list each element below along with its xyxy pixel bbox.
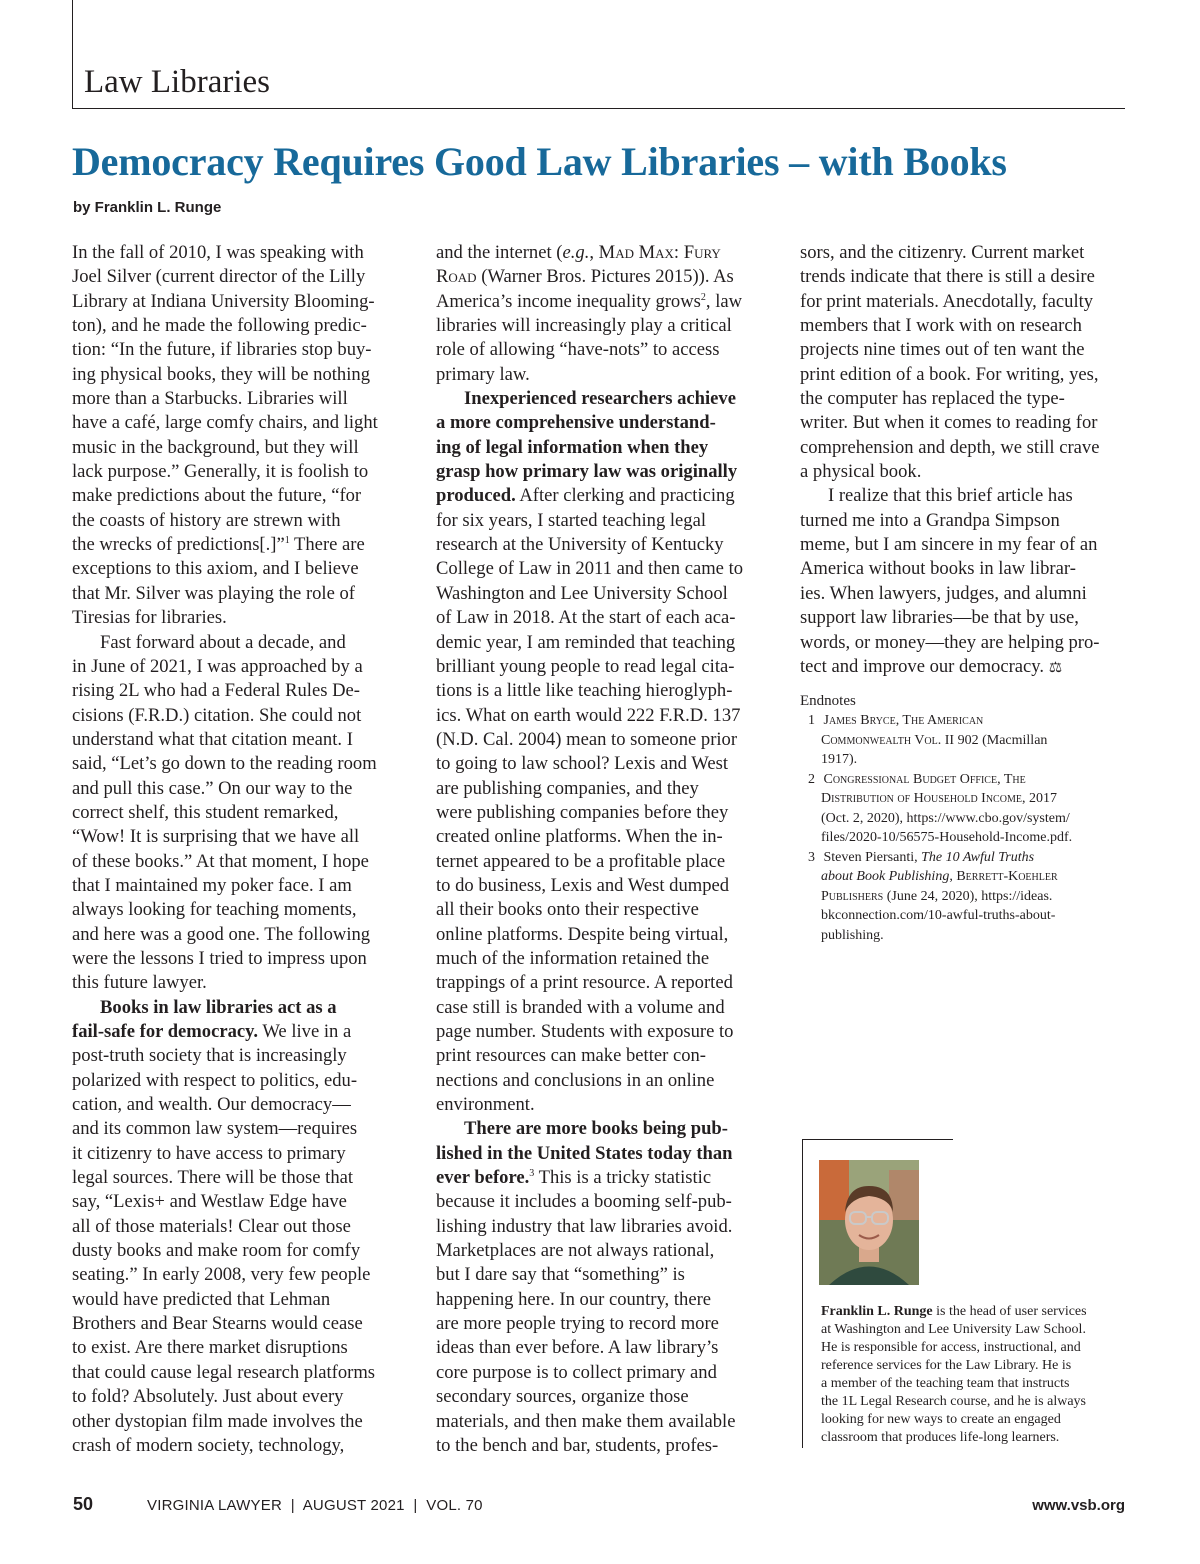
text-line: turned me into a Grandpa Simpson — [800, 509, 1060, 531]
text-line: and here was a good one. The following — [72, 923, 371, 945]
text-line: ton), and he made the following predic- — [72, 315, 367, 337]
text-line: “Wow! It is surprising that we have all — [72, 826, 360, 848]
text-line: tion: “In the future, if libraries stop buy- — [72, 339, 372, 361]
text-line: trends indicate that there is still a desire — [800, 266, 1095, 288]
text-line — [436, 460, 766, 484]
italic-span: The 10 Awful Truths — [921, 849, 1035, 865]
footnote-ref-2: 2 — [700, 291, 706, 303]
text-span: This is a tricky statistic — [534, 1167, 712, 1189]
column-3 — [800, 241, 1128, 945]
text-span: is the head of user services — [932, 1304, 1087, 1319]
text-line: Joel Silver (current director of the Lilly — [72, 266, 366, 288]
text-line: that I maintained my poker face. I am — [72, 874, 352, 896]
header-vertical-rule — [72, 0, 73, 108]
lead-in-heading: Inexperienced researchers achieve — [464, 388, 736, 410]
text-line: tions is a little like teaching hieroglyph- — [436, 680, 733, 702]
text-span: America’s income inequality grows — [436, 290, 701, 312]
bio-author-name: Franklin L. Runge — [821, 1304, 933, 1319]
text-line: have a café, large comfy chairs, and light — [72, 412, 378, 434]
text-line: for print materials. Anecdotally, faculty — [800, 290, 1094, 312]
text-line: brilliant young people to read legal cita- — [436, 655, 735, 677]
text-span: and the internet ( — [436, 242, 563, 263]
bio-line: He is responsible for access, instructional, and — [821, 1340, 1081, 1355]
text-line: America without books in law librar- — [800, 558, 1076, 580]
text-line: understand what that citation meant. I — [72, 728, 353, 750]
text-span: After clerking and practicing — [515, 485, 735, 507]
text-line: support law libraries—be that by use, — [800, 607, 1079, 629]
text-line: for six years, I started teaching legal — [436, 509, 707, 531]
text-line: Tiresias for libraries. — [72, 607, 227, 629]
text-line: much of the information retained the — [436, 947, 710, 969]
endnote-3-cont: publishing. — [821, 927, 884, 943]
bio-line: at Washington and Lee University Law School. — [821, 1322, 1086, 1337]
text-line: seating.” In early 2008, very few people — [72, 1264, 371, 1286]
text-line: nections and conclusions in an online — [436, 1069, 715, 1091]
text-line: dusty books and make room for comfy — [72, 1240, 361, 1262]
lead-in-heading: lished in the United States today than — [436, 1142, 733, 1164]
text-line: comprehension and depth, we still crave — [800, 436, 1100, 458]
text-line: ideas than ever before. A law library’s — [436, 1337, 719, 1359]
text-line: secondary sources, organize those — [436, 1386, 689, 1408]
text-line: exceptions to this axiom, and I believe — [72, 558, 359, 580]
text-line: are more people trying to record more — [436, 1313, 719, 1335]
text-line: to fold? Absolutely. Just about every — [72, 1386, 344, 1408]
endnote-2-cont: (Oct. 2, 2020), https://www.cbo.gov/system/ — [821, 810, 1070, 826]
text-line: print resources can make better con- — [436, 1045, 706, 1067]
text-line — [436, 1142, 766, 1166]
text-span: , — [589, 242, 599, 263]
text-span: Fast forward about a decade, and — [100, 631, 346, 653]
text-line: a physical book. — [800, 461, 922, 483]
text-line: in June of 2021, I was approached by a — [72, 655, 363, 677]
text-line: said, “Let’s go down to the reading room — [72, 753, 377, 775]
website-link[interactable]: www.vsb.org — [1032, 1497, 1125, 1514]
text-line: writer. But when it comes to reading for — [800, 412, 1098, 434]
lead-in-heading: fail-safe for democracy. — [72, 1021, 259, 1042]
bio-line: the 1L Legal Research course, and he is always — [821, 1394, 1086, 1409]
text-span: (June 24, 2020), https://ideas. — [883, 888, 1053, 904]
bio-line: looking for new ways to create an engaged — [821, 1412, 1061, 1427]
text-line — [72, 631, 408, 655]
scales-icon: ⚖ — [1048, 657, 1063, 676]
text-span: Congressional Budget Office, The — [823, 771, 1026, 787]
italic-span: about Book Publishing — [821, 869, 950, 885]
text-line: other dystopian film made involves the — [72, 1410, 363, 1432]
text-line: to do business, Lexis and West dumped — [436, 874, 730, 896]
text-span: Steven Piersanti, — [823, 849, 922, 865]
endnote-1-cont: 1917). — [821, 752, 858, 768]
byline: by Franklin L. Runge — [73, 199, 222, 216]
footnote-ref-1: 1 — [284, 534, 290, 546]
text-line: case still is branded with a volume and — [436, 996, 725, 1018]
text-line: Washington and Lee University School — [436, 582, 728, 604]
bio-line: classroom that produces life-long learners. — [821, 1430, 1060, 1445]
lead-in-heading: Books in law libraries act as a — [100, 996, 337, 1018]
text-line — [436, 265, 766, 289]
text-line — [436, 436, 766, 460]
text-line: that could cause legal research platforms — [72, 1361, 376, 1383]
text-line: to the bench and bar, students, profes- — [436, 1434, 719, 1456]
lead-in-heading: ing of legal information when they — [436, 436, 709, 458]
lead-in-heading: ever before. — [436, 1167, 530, 1189]
text-line — [436, 484, 766, 508]
text-line: role of allowing “have-nots” to access — [436, 339, 720, 361]
text-line: would have predicted that Lehman — [72, 1288, 331, 1310]
text-line: always looking for teaching moments, — [72, 899, 357, 921]
page-number: 50 — [73, 1494, 94, 1514]
text-line: cation, and wealth. Our democracy— — [72, 1094, 351, 1116]
text-line: projects nine times out of ten want the — [800, 339, 1085, 361]
text-line: cisions (F.R.D.) citation. She could not — [72, 704, 362, 726]
text-line: happening here. In our country, there — [436, 1288, 712, 1310]
text-line: research at the University of Kentucky — [436, 534, 724, 556]
text-line: all their books onto their respective — [436, 899, 699, 921]
text-line: say, “Lexis+ and Westlaw Edge have — [72, 1191, 347, 1213]
text-line — [436, 411, 766, 435]
endnote-number: 3 — [808, 849, 815, 865]
text-line: crash of modern society, technology, — [72, 1434, 345, 1456]
text-line: lack purpose.” Generally, it is foolish to — [72, 461, 369, 483]
text-line: environment. — [436, 1094, 535, 1116]
author-portrait-illustration — [819, 1160, 919, 1285]
text-line: ics. What on earth would 222 F.R.D. 137 — [436, 704, 741, 726]
text-span: Berrett-Koehler — [956, 869, 1058, 885]
text-line: primary law. — [436, 363, 530, 385]
bio-horizontal-rule — [802, 1139, 953, 1140]
column-2 — [436, 241, 766, 1458]
text-span: I realize that this brief article has — [828, 485, 1073, 507]
text-line: online platforms. Despite being virtual, — [436, 923, 729, 945]
text-line — [72, 533, 408, 557]
text-line: and its common law system—requires — [72, 1118, 358, 1140]
text-line — [436, 387, 766, 411]
text-line — [436, 1166, 766, 1190]
text-line: sors, and the citizenry. Current market — [800, 242, 1085, 263]
text-line: rising 2L who had a Federal Rules De- — [72, 680, 360, 702]
text-line: Marketplaces are not always rational, — [436, 1240, 715, 1262]
text-line: because it includes a booming self-pub- — [436, 1191, 732, 1213]
lead-in-heading: There are more books being pub- — [464, 1118, 728, 1140]
text-line: Library at Indiana University Blooming- — [72, 290, 375, 312]
text-span: (Warner Bros. Pictures 2015)). As — [476, 266, 734, 288]
text-span: There are — [289, 534, 365, 556]
lead-in-heading: grasp how primary law was originally — [436, 461, 738, 483]
text-line: members that I work with on research — [800, 315, 1082, 337]
text-span: , law — [705, 290, 743, 312]
bio-line — [821, 1303, 1126, 1321]
text-line: print edition of a book. For writing, yes, — [800, 363, 1099, 385]
author-photo — [819, 1160, 919, 1285]
text-line: lishing industry that law libraries avoid. — [436, 1215, 733, 1237]
footnote-ref-3: 3 — [529, 1167, 535, 1179]
endnote-1-cont — [800, 731, 1128, 751]
text-line: core purpose is to collect primary and — [436, 1361, 717, 1383]
bio-vertical-rule — [802, 1139, 803, 1448]
text-line: Brothers and Bear Stearns would cease — [72, 1313, 363, 1335]
endnotes — [800, 692, 1128, 945]
text-line: of Law in 2018. At the start of each aca- — [436, 607, 736, 629]
text-span: tect and improve our democracy. — [800, 655, 1045, 677]
text-line — [800, 655, 1128, 679]
text-line: libraries will increasingly play a critical — [436, 315, 732, 337]
text-line: to going to law school? Lexis and West — [436, 753, 728, 775]
text-span: , — [949, 869, 957, 885]
text-line: correct shelf, this student remarked, — [72, 801, 339, 823]
text-line — [436, 290, 766, 314]
text-line: the coasts of history are strewn with — [72, 509, 341, 531]
film-title: Road — [436, 266, 477, 288]
text-line: materials, and then make them available — [436, 1410, 736, 1432]
text-line: legal sources. There will be those that — [72, 1167, 354, 1189]
text-line: ternet appeared to be a profitable place — [436, 850, 726, 872]
endnotes-title: Endnotes — [800, 693, 856, 710]
header-horizontal-rule — [72, 108, 1125, 109]
lead-in-heading: produced. — [436, 485, 516, 507]
text-line: (N.D. Cal. 2004) mean to someone prior — [436, 728, 738, 750]
text-span: Publishers — [821, 888, 884, 904]
text-span: the wrecks of predictions[.]” — [72, 534, 285, 556]
text-span: 902 (Macmillan — [954, 732, 1048, 748]
text-line: demic year, I am reminded that teaching — [436, 631, 736, 653]
endnote-2-cont: Distribution of Household Income, 2017 — [821, 791, 1057, 807]
text-span: We live in a — [258, 1021, 352, 1042]
text-line: and pull this case.” On our way to the — [72, 777, 353, 799]
text-line: meme, but I am sincere in my fear of an — [800, 534, 1098, 556]
endnote-3-cont: bkconnection.com/10-awful-truths-about- — [821, 908, 1056, 924]
italic-span: e.g. — [562, 242, 590, 263]
endnote-1 — [800, 711, 1128, 731]
text-line: post-truth society that is increasingly — [72, 1045, 347, 1067]
text-line: this future lawyer. — [72, 972, 207, 994]
text-line: it citizenry to have access to primary — [72, 1142, 346, 1164]
endnote-number: 2 — [808, 771, 815, 787]
lead-in-heading: a more comprehensive understand- — [436, 412, 716, 434]
text-line — [436, 241, 766, 265]
article-title: Democracy Requires Good Law Libraries – with Books — [72, 139, 1007, 184]
text-line: ing physical books, they will be nothing — [72, 363, 370, 385]
text-line: the computer has replaced the type- — [800, 388, 1065, 410]
text-line: music in the background, but they will — [72, 436, 359, 458]
text-line: more than a Starbucks. Libraries will — [72, 388, 348, 410]
text-line: College of Law in 2011 and then came to — [436, 558, 744, 580]
endnote-3 — [800, 848, 1128, 868]
text-line: trappings of a print resource. A reported — [436, 972, 733, 994]
text-line: were the lessons I tried to impress upon — [72, 947, 367, 969]
author-bio — [821, 1303, 1126, 1447]
text-line: words, or money—they are helping pro- — [800, 631, 1100, 653]
film-title: Mad Max: Fury — [598, 242, 721, 263]
text-line: In the fall of 2010, I was speaking with — [72, 242, 364, 263]
text-line: but I dare say that “something” is — [436, 1264, 685, 1286]
text-line — [800, 484, 1128, 508]
text-line — [436, 1117, 766, 1141]
text-line — [72, 996, 408, 1020]
endnote-3-cont — [800, 867, 1128, 887]
section-label: Law Libraries — [84, 64, 270, 100]
publication-info: VIRGINIA LAWYER | AUGUST 2021 | VOL. 70 — [147, 1497, 483, 1514]
endnote-3-cont — [800, 887, 1128, 907]
text-line — [72, 1020, 408, 1044]
text-line: ies. When lawyers, judges, and alumni — [800, 582, 1087, 604]
text-line: were publishing companies before they — [436, 801, 729, 823]
text-line: created online platforms. When the in- — [436, 826, 723, 848]
text-line: that Mr. Silver was playing the role of — [72, 582, 355, 604]
column-1 — [72, 241, 408, 1458]
text-line: make predictions about the future, “for — [72, 485, 362, 507]
text-line: polarized with respect to politics, edu- — [72, 1069, 358, 1091]
endnote-2 — [800, 770, 1128, 790]
bio-line: reference services for the Law Library. He is — [821, 1358, 1072, 1373]
text-line: are publishing companies, and they — [436, 777, 699, 799]
text-span: James Bryce, The American — [823, 713, 984, 729]
text-span: Commonwealth Vol. II — [821, 732, 955, 748]
endnote-2-cont: files/2020-10/56575-Household-Income.pdf. — [821, 830, 1073, 846]
endnote-number: 1 — [808, 713, 815, 729]
text-line: to exist. Are there market disruptions — [72, 1337, 348, 1359]
text-line: all of those materials! Clear out those — [72, 1215, 351, 1237]
text-line: page number. Students with exposure to — [436, 1021, 734, 1042]
text-line: of these books.” At that moment, I hope — [72, 850, 369, 872]
bio-line: a member of the teaching team that instructs — [821, 1376, 1070, 1391]
